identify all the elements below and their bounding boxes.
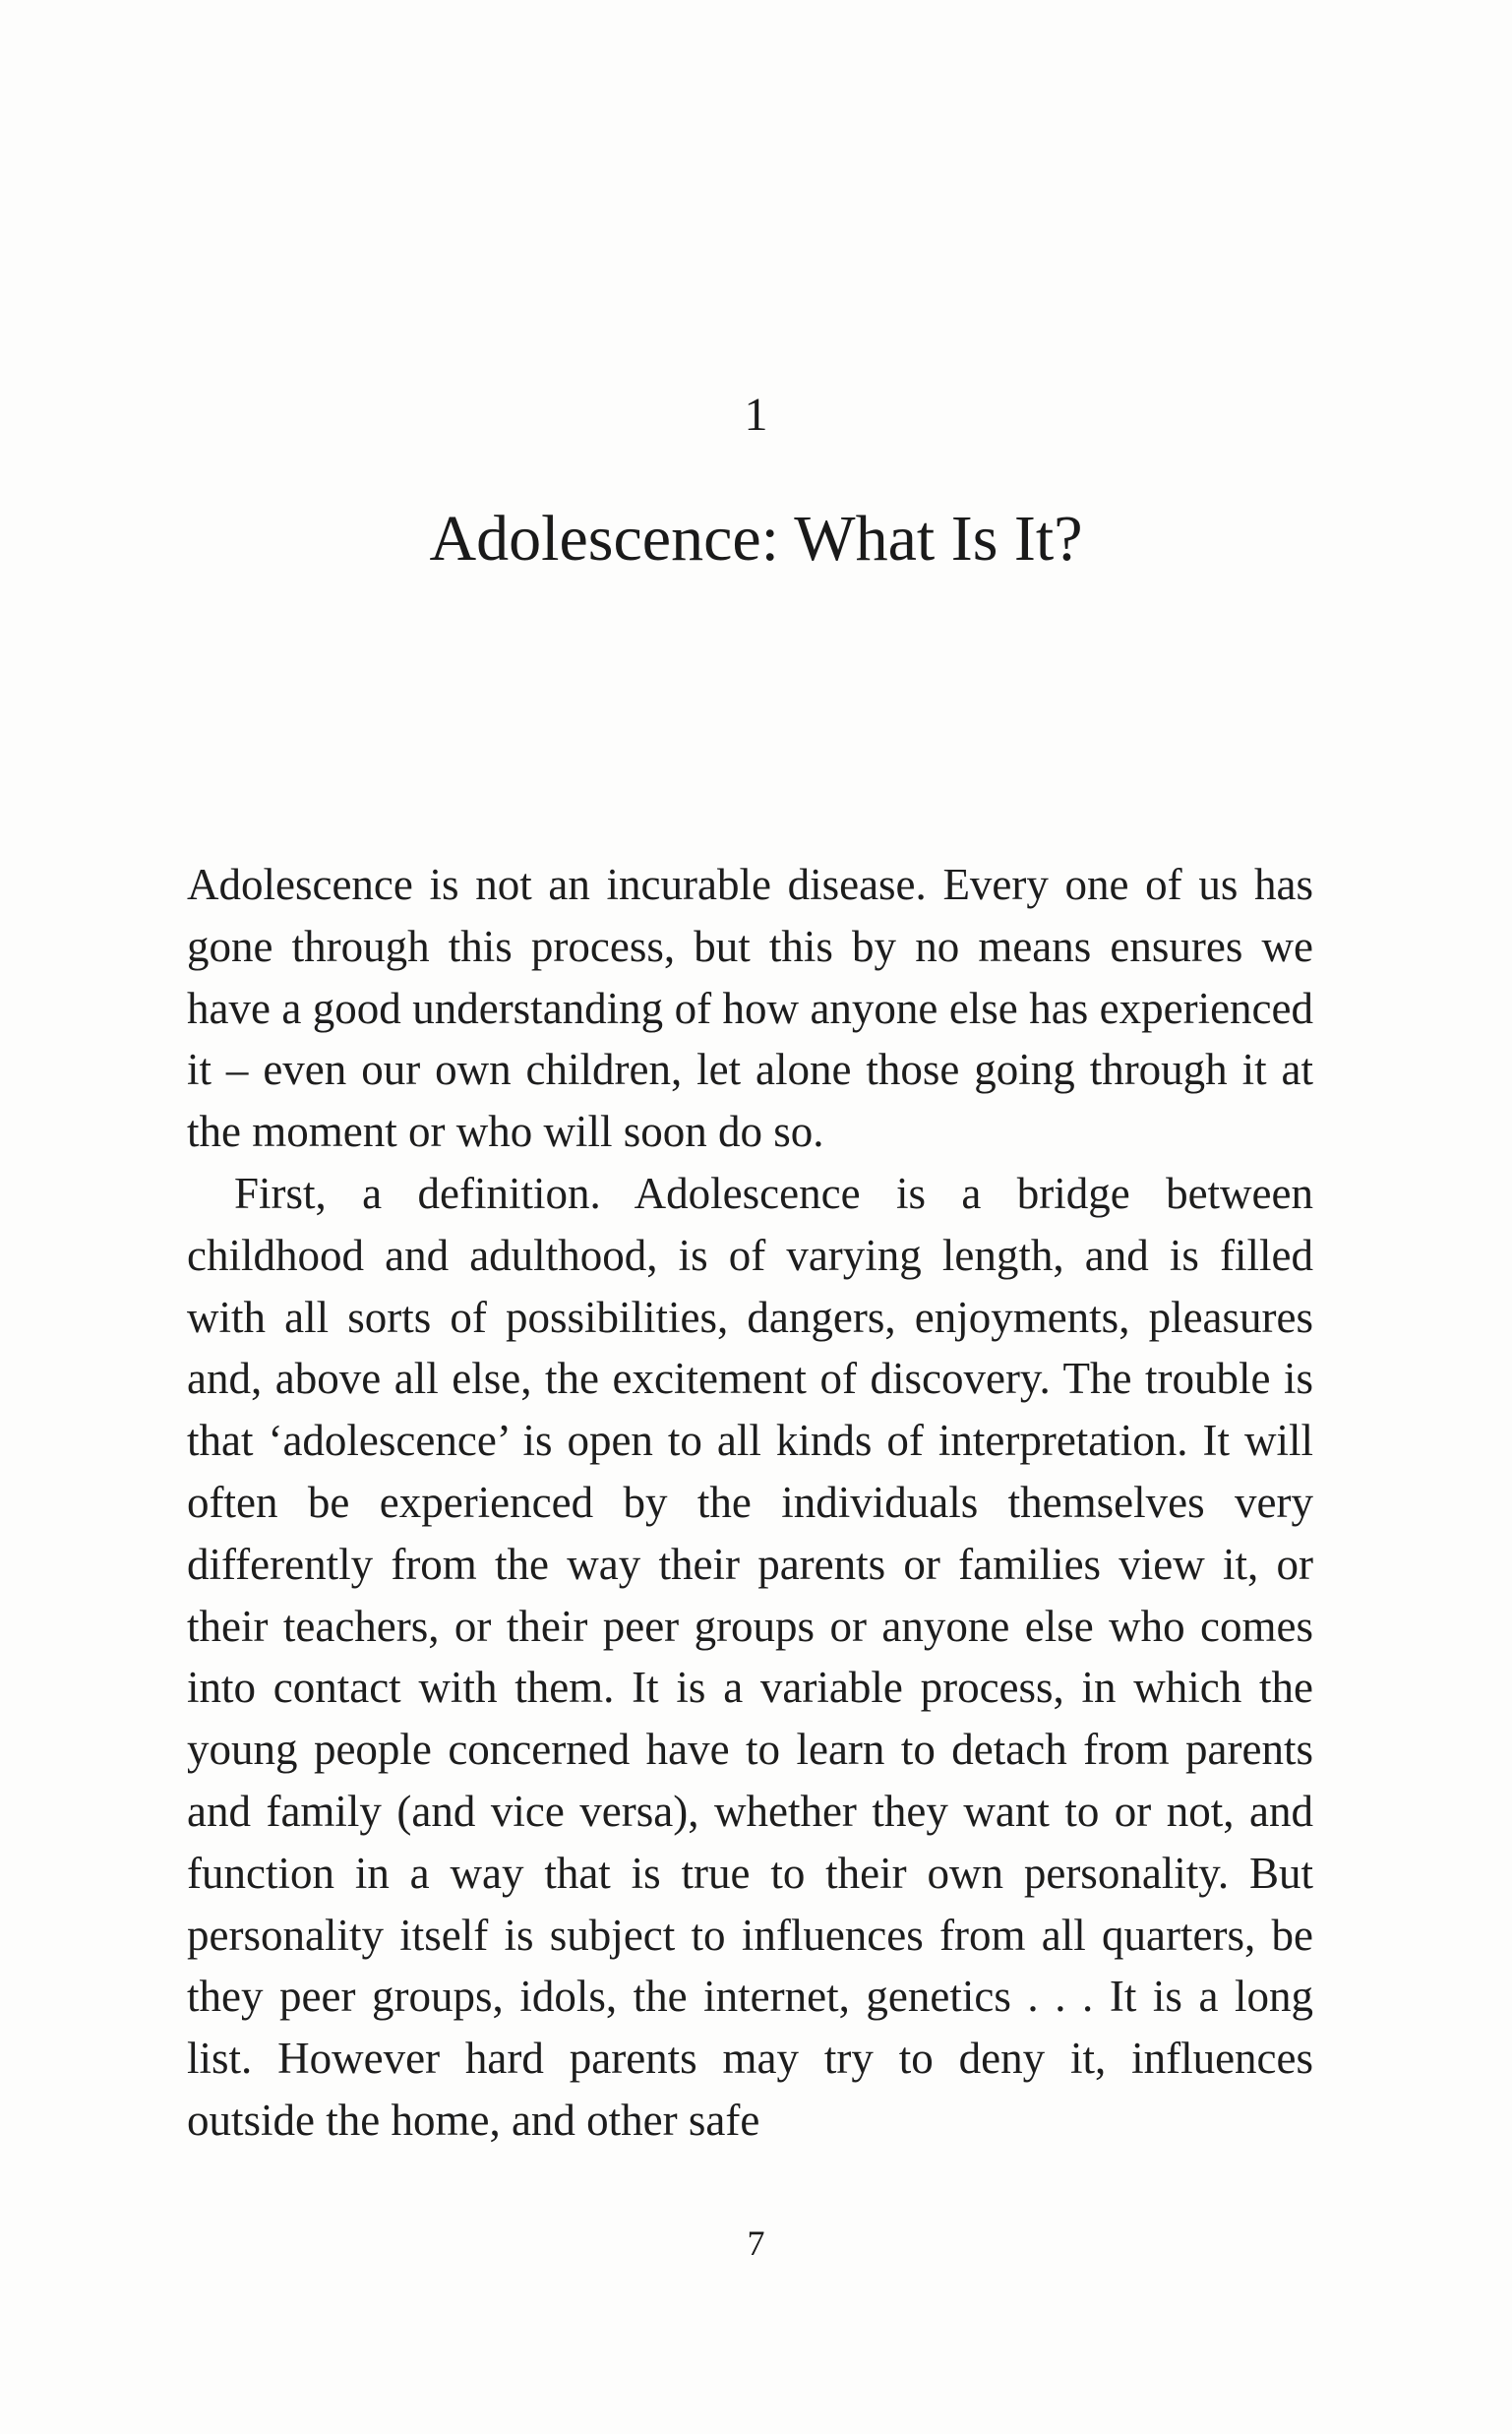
page-number: 7 [747,2223,765,2263]
paragraph: First, a definition. Adolescence is a bridge between childhood and adulthood, is of varying length, and is filled with all sorts of possibilities, dangers, enjoyments, pleasures and, above all else, the excitement of discovery. The trouble is that ‘adolescence’ is open to all kinds of interpretation. It will often be experienced by the individuals themselves very differently from the way their parents or families view it, or their teachers, or their peer groups or anyone else who comes into contact with them. It is a variable process, in which the young people concerned have to learn to detach from parents and family (and vice versa), whether they want to or not, and function in a way that is true to their own personality. But personality itself is subject to influences from all quarters, be they peer groups, idols, the internet, genetics . . . It is a long list. However hard parents may try to deny it, influences outside the home, and other safe [187,1168,1313,2145]
chapter-title: Adolescence: What Is It? [429,503,1083,575]
paragraph: Adolescence is not an incurable disease. Every one of us has gone through this process, but this by no means ensures we have a good understanding of how anyone else has experienced it – even our own children, let alone those going through it at the moment or who will soon do so. [187,860,1313,1157]
body-text [187,854,1313,2152]
chapter-number: 1 [744,389,768,441]
